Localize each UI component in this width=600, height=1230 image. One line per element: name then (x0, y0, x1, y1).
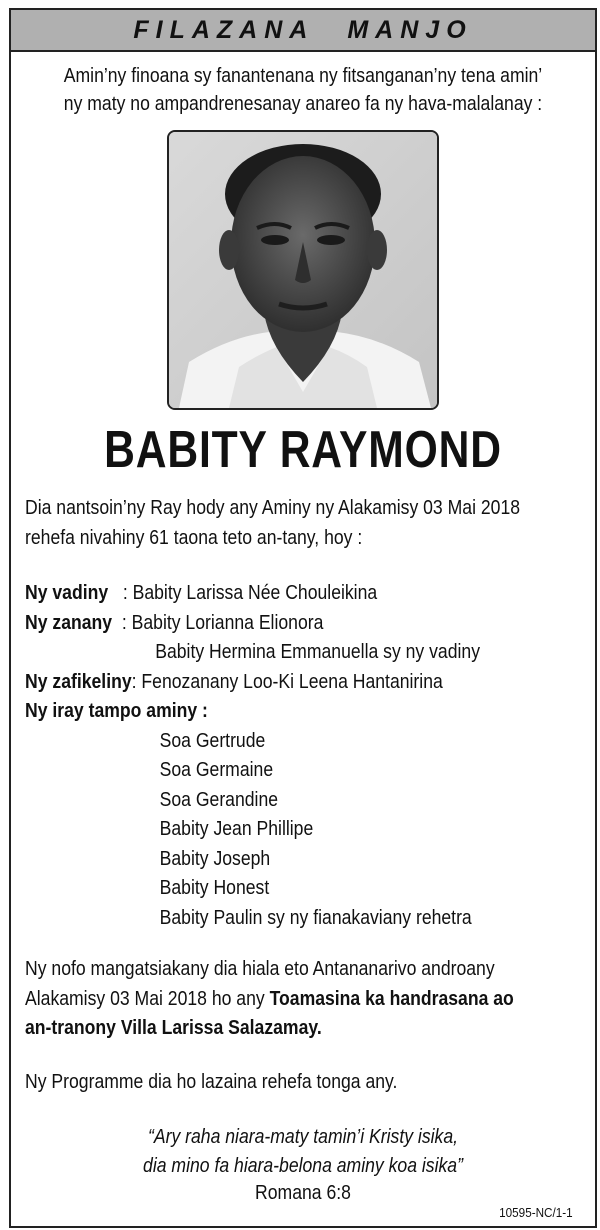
sibling-item: Soa Germaine (159, 759, 274, 781)
portrait-illustration (169, 132, 437, 408)
deceased-name: BABITY RAYMOND (104, 421, 502, 479)
announcement-line-1: Dia nantsoin’ny Ray hody any Aminy ny Alakamisy 03 Mai 2018 (25, 497, 521, 519)
funeral-paragraph (25, 955, 585, 1044)
photo-container (11, 130, 595, 410)
sibling-item: Babity Paulin sy ny fianakaviany rehetra (159, 906, 472, 929)
sibling-item: Babity Honest (159, 877, 270, 899)
funeral-line-2-plain: Alakamisy 03 Mai 2018 ho any (25, 987, 270, 1010)
funeral-destination: Toamasina ka handrasana ao (269, 987, 514, 1010)
spouse-row (25, 579, 585, 609)
notice-body (11, 494, 595, 1097)
quote-line-1: “Ary raha niara-maty tamin’i Kristy isika, (147, 1126, 459, 1148)
grandchildren-label: Ny zafikeliny (25, 670, 132, 693)
spouse-value: : Babity Larissa Née Chouleikina (108, 582, 378, 604)
intro-text (46, 52, 560, 118)
intro-line-2: ny maty no ampandrenesanay anareo fa ny hava-malalanay : (63, 93, 543, 115)
sibling-item: Soa Gertrude (159, 729, 266, 752)
siblings-row (25, 697, 585, 727)
notice-frame (9, 8, 597, 1228)
children-row (25, 609, 585, 639)
sibling-item: Babity Joseph (159, 847, 271, 870)
funeral-venue: an-tranony Villa Larissa Salazamay. (25, 1017, 322, 1039)
portrait-photo-icon (167, 130, 439, 410)
announcement-line-2: rehefa nivahiny 61 taona teto an-tany, hoy : (25, 526, 363, 549)
scripture-reference: Romana 6:8 (255, 1182, 351, 1204)
notice-code: 10595-NC/1-1 (499, 1205, 573, 1220)
siblings-label: Ny iray tampo aminy : (25, 700, 208, 722)
sibling-item: Soa Gerandine (159, 788, 279, 811)
programme-text: Ny Programme dia ho lazaina rehefa tonga any. (25, 1070, 398, 1093)
announcement-paragraph (25, 494, 585, 553)
scripture-quote (46, 1123, 560, 1181)
funeral-line-2 (25, 985, 585, 1015)
grandchildren-value: : Fenozanany Loo-Ki Leena Hantanirina (131, 670, 443, 693)
notice-title: FILAZANA MANJO (133, 15, 473, 44)
quote-line-2: dia mino fa hiara-belona aminy koa isika” (143, 1155, 463, 1177)
sibling-item: Babity Jean Phillipe (159, 818, 314, 840)
children-value-1: : Babity Lorianna Elionora (112, 611, 324, 634)
children-label: Ny zanany (25, 611, 113, 634)
intro-line-1: Amin’ny finoana sy fanantenana ny fitsanganan’ny tena amin’ (63, 65, 543, 87)
spouse-label: Ny vadiny (25, 582, 109, 604)
notice-header (11, 10, 595, 52)
children-value-2: Babity Hermina Emmanuella sy ny vadiny (155, 641, 481, 663)
funeral-line-3 (25, 1014, 585, 1044)
grandchildren-row (25, 668, 585, 698)
funeral-line-1: Ny nofo mangatsiakany dia hiala eto Antananarivo androany (25, 958, 495, 980)
family-list (25, 579, 585, 933)
